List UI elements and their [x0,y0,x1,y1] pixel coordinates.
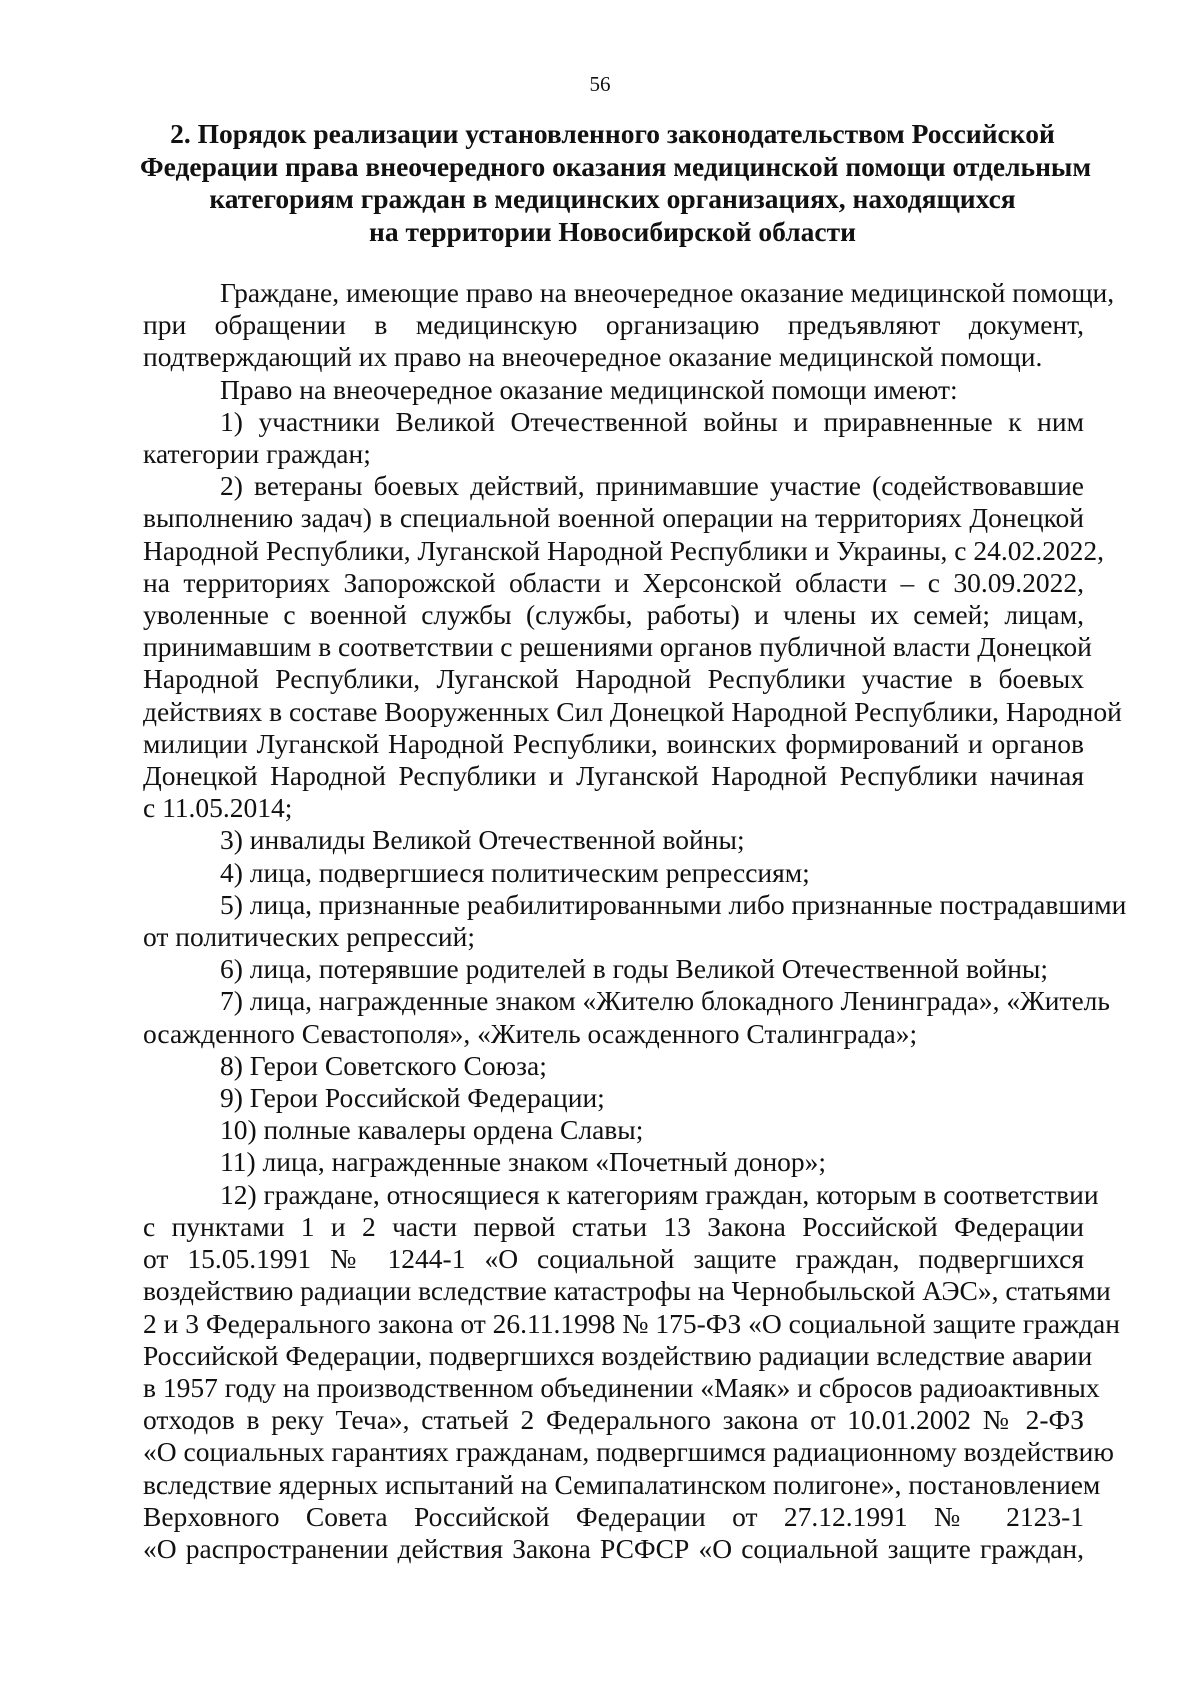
paragraph-line: 10) полные кавалеры ордена Славы; [220,1114,644,1146]
paragraph [143,1178,1120,1565]
paragraph-line: Российской Федерации, подвергшихся воздействию радиации вследствие аварии [143,1339,1093,1371]
paragraph-line: 2) ветераны боевых действий, принимавшие участие (содействовавшие [220,470,1084,502]
paragraph-line: принимавшим в соответствии с решениями органов публичной власти Донецкой [143,631,1092,663]
paragraph [143,953,1084,985]
paragraph [143,374,1084,406]
paragraph [143,888,1127,953]
paragraph [143,824,1084,856]
paragraph-line: осажденного Севастополя», «Житель осажденного Сталинграда»; [143,1017,918,1049]
paragraph-line: 5) лица, признанные реабилитированными либо признанные пострадавшими [220,888,1127,920]
page-number: 56 [589,72,611,96]
paragraph-line: 4) лица, подвергшиеся политическим репрессиям; [220,856,810,888]
paragraph-line: 1) участники Великой Отечественной войны и приравненные к ним [220,405,1084,437]
paragraph-line: Народной Республики, Луганской Народной Республики участие в боевых [143,663,1084,695]
paragraph-line: от политических репрессий; [143,921,475,953]
paragraph [143,406,1084,470]
paragraph [143,470,1122,824]
paragraph-line: «О социальных гарантиях гражданам, подвергшимся радиационному воздействию [143,1436,1114,1468]
paragraph-line: Право на внеочередное оказание медицинской помощи имеют: [220,373,958,405]
paragraph-line: 9) Герои Российской Федерации; [220,1082,605,1114]
paragraph-line: действиях в составе Вооруженных Сил Донецкой Народной Республики, Народной [143,695,1122,727]
paragraph-line: уволенные с военной службы (службы, работы) и члены их семей; лицам, [143,599,1084,631]
paragraph-line: Народной Республики, Луганской Народной Республики и Украины, с 24.02.2022, [143,534,1104,566]
paragraph-line: «О распространении действия Закона РСФСР «О социальной защите граждан, [143,1532,1084,1564]
paragraph-line: милиции Луганской Народной Республики, воинских формирований и органов [143,727,1084,759]
paragraph-line: 11) лица, награжденные знаком «Почетный донор»; [220,1146,827,1178]
paragraph [143,1146,1084,1178]
paragraph [143,1114,1084,1146]
section-heading [140,118,1092,248]
paragraph-line: подтверждающий их право на внеочередное оказание медицинской помощи. [143,341,1043,373]
paragraph-line: 7) лица, награжденные знаком «Жителю блокадного Ленинграда», «Житель [220,985,1110,1017]
paragraph-line: при обращении в медицинскую организацию предъявляют документ, [143,309,1084,341]
paragraph [143,1050,1084,1082]
paragraph-line: Граждане, имеющие право на внеочередное оказание медицинской помощи, [220,277,1115,308]
paragraph [143,985,1110,1049]
paragraph-line: Верховного Совета Российской Федерации от 27.12.1991 № 2123-1 [143,1500,1084,1532]
paragraph-line: вследствие ядерных испытаний на Семипалатинском полигоне», постановлением [143,1468,1101,1500]
paragraph-line: 8) Герои Советского Союза; [220,1049,547,1081]
paragraph-line: Донецкой Народной Республики и Луганской Народной Республики начиная [143,760,1084,792]
paragraph-line: в 1957 году на производственном объединении «Маяк» и сбросов радиоактивных [143,1371,1100,1403]
paragraph-line: от 15.05.1991 № 1244-1 «О социальной защите граждан, подвергшихся [143,1243,1084,1275]
paragraph [143,1082,1084,1114]
heading-line: 2. Порядок реализации установленного законодательством Российской [170,118,1055,149]
paragraph-line: категории граждан; [143,438,371,470]
paragraph [143,277,1115,374]
document-body [143,277,1127,1565]
paragraph-line: отходов в реку Теча», статьей 2 Федерального закона от 10.01.2002 № 2-ФЗ [143,1404,1084,1436]
paragraph-line: с пунктами 1 и 2 части первой статьи 13 Закона Российской Федерации [143,1210,1084,1242]
heading-line: категориям граждан в медицинских организациях, находящихся [209,183,1016,214]
paragraph-line: с 11.05.2014; [143,792,293,824]
paragraph [143,857,1084,889]
heading-line: Федерации права внеочередного оказания медицинской помощи отдельным [140,150,1092,182]
paragraph-line: выполнению задач) в специальной военной операции на территориях Донецкой [143,502,1084,534]
heading-line: на территории Новосибирской области [369,215,856,247]
paragraph-line: 2 и 3 Федерального закона от 26.11.1998 № 175-ФЗ «О социальной защите граждан [143,1307,1120,1339]
paragraph-line: 3) инвалиды Великой Отечественной войны; [220,824,745,856]
paragraph-line: 12) граждане, относящиеся к категориям граждан, которым в соответствии [220,1178,1099,1210]
paragraph-line: 6) лица, потерявшие родителей в годы Великой Отечественной войны; [220,953,1049,985]
paragraph-line: на территориях Запорожской области и Херсонской области – с 30.09.2022, [143,566,1084,598]
paragraph-line: воздействию радиации вследствие катастрофы на Чернобыльской АЭС», статьями [143,1275,1111,1307]
